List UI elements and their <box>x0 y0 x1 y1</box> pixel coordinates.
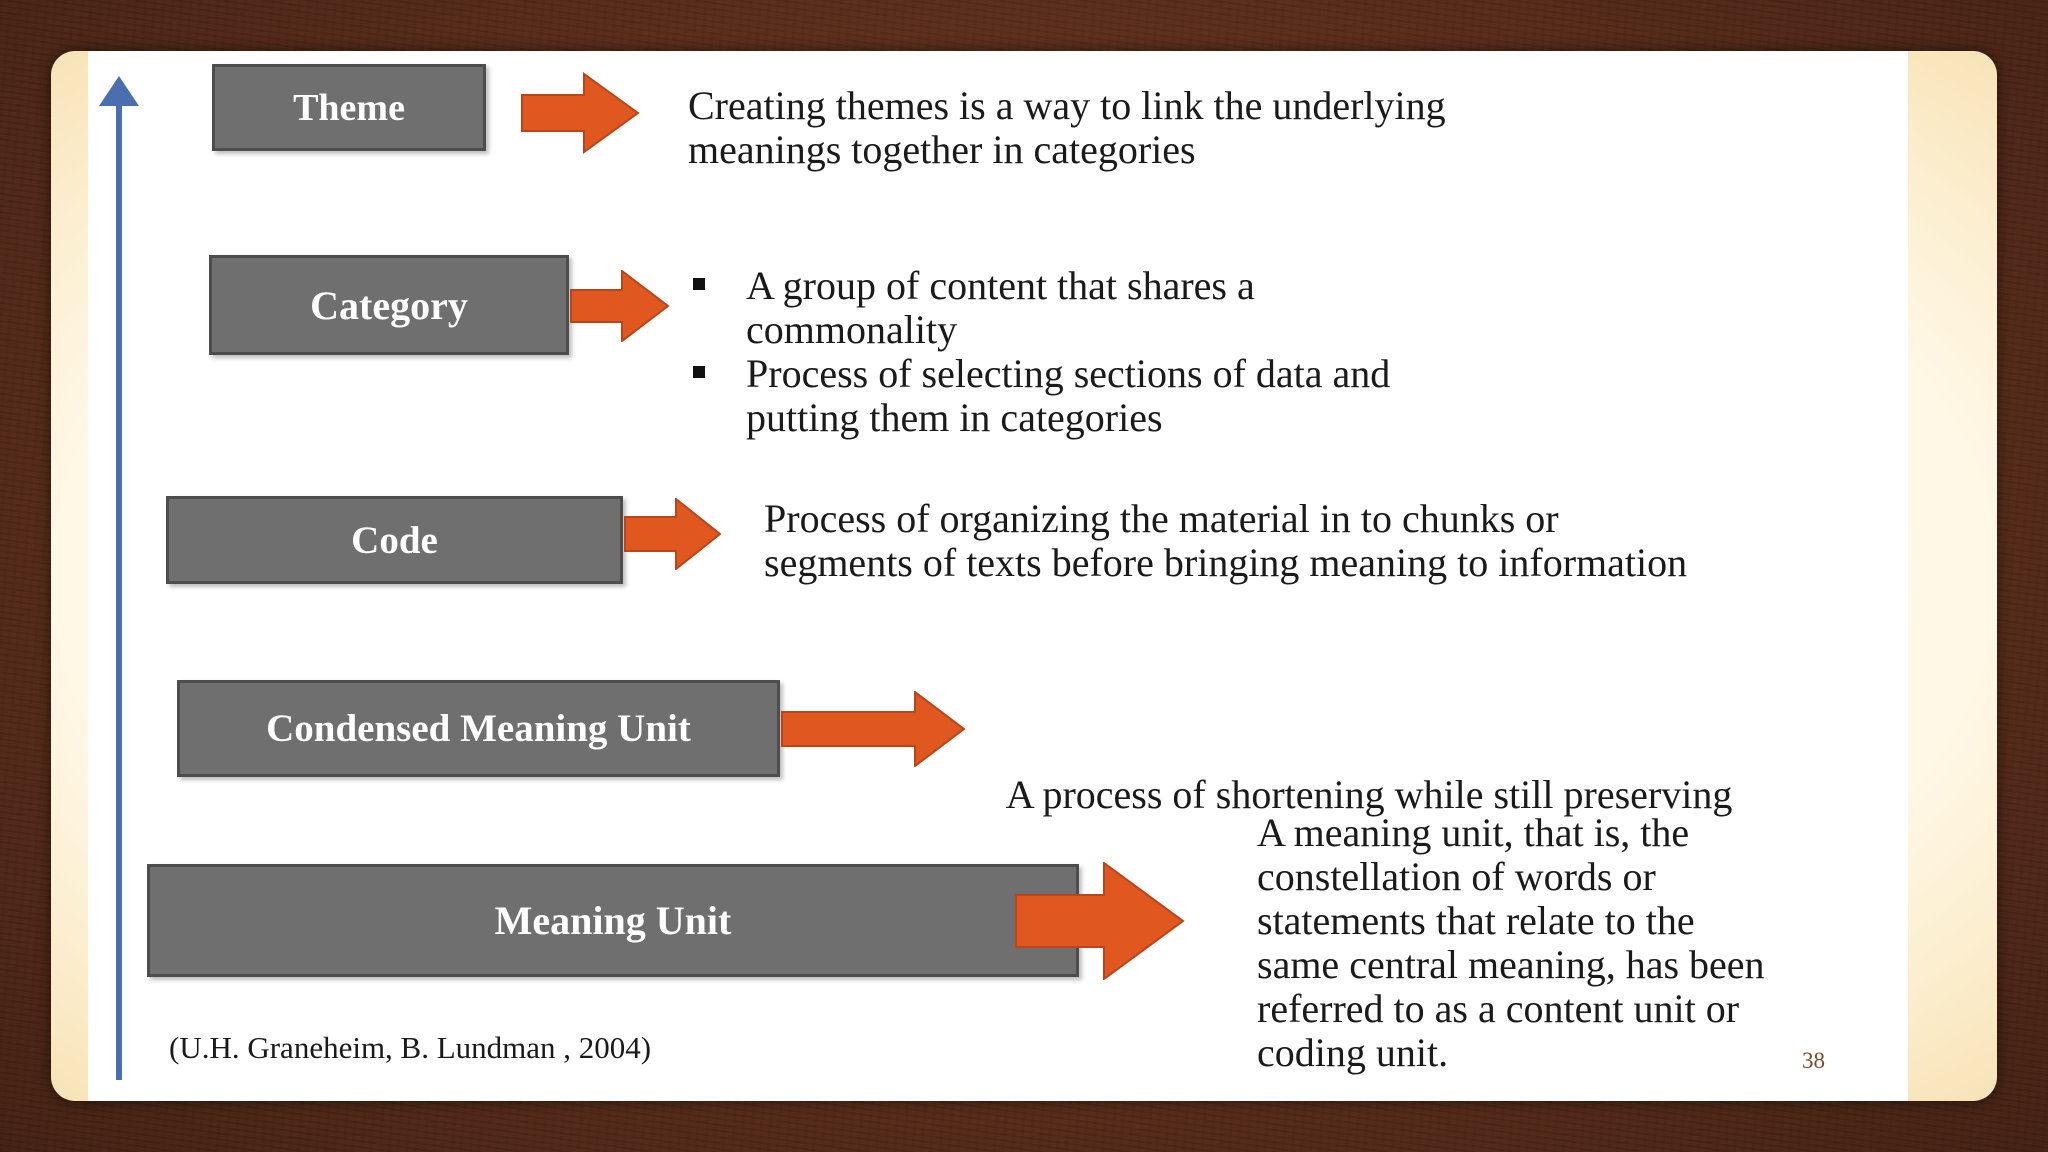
code-box <box>166 496 623 584</box>
theme-label: Theme <box>293 86 405 129</box>
category-label: Category <box>310 282 468 328</box>
condensed-meaning-unit-label: Condensed Meaning Unit <box>266 707 691 750</box>
code-label: Code <box>351 518 438 562</box>
right-arrow-icon <box>1015 862 1185 980</box>
category-bullets <box>688 264 1546 440</box>
right-arrow-icon <box>781 691 966 767</box>
code-description: Process of organizing the material in to chunks or segments of texts before bringing meaning to information <box>764 496 1688 585</box>
meaning-unit-label: Meaning Unit <box>494 898 732 943</box>
meaning-unit-description: A meaning unit, that is, the constellation of words or statements that relate to the same central meaning, has been referred to as a content unit or coding unit. <box>1257 810 1765 1075</box>
theme-box <box>212 64 486 151</box>
bullet-item: Process of selecting sections of data and putting them in categories <box>688 352 1546 440</box>
page-number: 38 <box>1802 1048 1825 1073</box>
up-arrow-icon <box>99 76 139 106</box>
bullet-square-icon <box>693 366 705 378</box>
theme-description: Creating themes is a way to link the underlying meanings together in categories <box>688 83 1446 172</box>
citation: (U.H. Graneheim, B. Lundman , 2004) <box>169 1030 652 1065</box>
condensed-meaning-unit-box <box>177 680 780 777</box>
bullet-item: A group of content that shares a commonality <box>688 264 1546 352</box>
right-arrow-icon <box>624 498 722 570</box>
category-box <box>209 255 569 355</box>
bullet-square-icon <box>693 278 705 290</box>
condensed-meaning-unit-description: A process of shortening while still preserving <box>998 772 1733 817</box>
vertical-axis-line <box>116 100 122 1080</box>
right-arrow-icon <box>570 270 670 342</box>
meaning-unit-box <box>147 864 1079 977</box>
right-arrow-icon <box>520 72 640 154</box>
